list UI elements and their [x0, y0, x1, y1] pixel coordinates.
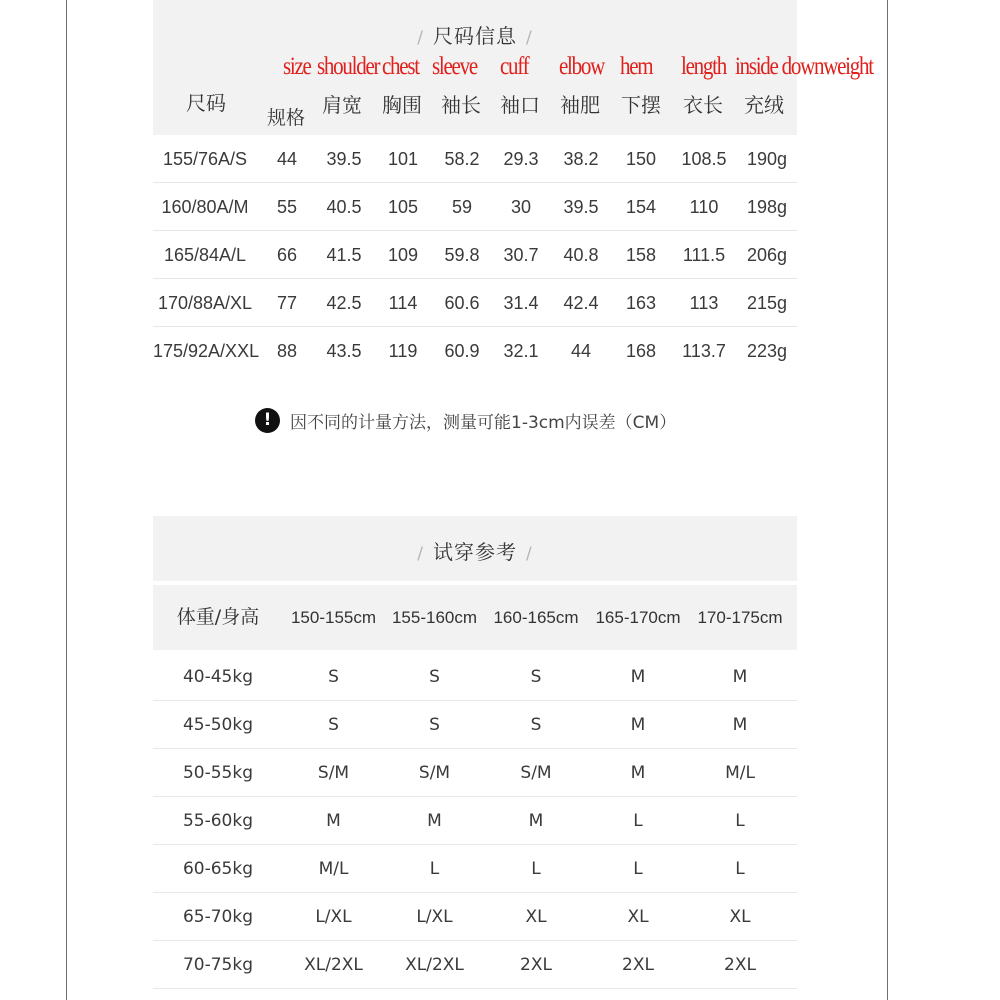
table-cell: 31.4	[503, 293, 539, 313]
table-cell: 40.5	[326, 197, 362, 217]
en-label-sleeve: sleeve	[432, 53, 477, 80]
table-cell: 109	[387, 245, 419, 265]
size-recommendation: M	[427, 811, 442, 831]
table-cell: 41.5	[326, 245, 362, 265]
table-row	[153, 231, 797, 279]
table-row	[153, 135, 797, 183]
table-cell: 66	[276, 245, 298, 265]
table-cell: 58.2	[444, 149, 480, 169]
header-chest: 胸围	[382, 93, 422, 117]
table-cell: 44	[570, 341, 592, 361]
size-recommendation: L	[735, 859, 745, 879]
header-down: 充绒	[744, 93, 784, 117]
size-recommendation: L	[633, 859, 643, 879]
table-row	[153, 893, 797, 941]
header-elbow: 袖肥	[560, 93, 600, 117]
size-recommendation: M	[630, 667, 646, 687]
exclamation-icon: !	[255, 408, 280, 433]
header-shoulder: 肩宽	[322, 93, 362, 117]
table-row	[153, 653, 797, 701]
size-recommendation: M	[528, 811, 544, 831]
table-cell: 113	[689, 293, 719, 313]
weight-label: 50-55kg	[182, 763, 254, 783]
table-row	[153, 797, 797, 845]
table-cell: 77	[276, 293, 298, 313]
table-cell: 44	[276, 149, 298, 169]
table-cell: 198g	[746, 197, 788, 217]
fit-title-band	[153, 516, 797, 581]
table-cell: 163	[625, 293, 657, 313]
header-cuff: 袖口	[500, 93, 540, 117]
table-cell: 165/84A/L	[163, 245, 247, 265]
fit-header-height: 160-165cm	[493, 608, 579, 627]
size-recommendation: M	[326, 811, 341, 831]
header-size: 尺码	[186, 91, 226, 115]
table-cell: 30.7	[503, 245, 539, 265]
size-recommendation: M/L	[725, 763, 755, 783]
size-recommendation: S/M	[418, 763, 451, 783]
size-recommendation: 2XL	[520, 955, 552, 975]
table-cell: 60.6	[444, 293, 480, 313]
size-recommendation: S	[530, 715, 542, 735]
size-recommendation: M	[732, 667, 748, 687]
en-label-length: length	[681, 53, 726, 80]
table-cell: 158	[625, 245, 657, 265]
table-cell: 30	[510, 197, 532, 217]
table-cell: 190g	[746, 149, 788, 169]
size-recommendation: M/L	[318, 859, 349, 879]
table-row	[153, 845, 797, 893]
table-cell: 155/76A/S	[162, 149, 248, 169]
table-cell: 150	[625, 149, 657, 169]
size-recommendation: XL/2XL	[304, 955, 363, 975]
table-row	[153, 701, 797, 749]
size-recommendation: S/M	[317, 763, 350, 783]
weight-label: 70-75kg	[182, 955, 254, 975]
table-cell: 29.3	[503, 149, 539, 169]
table-cell: 88	[276, 341, 298, 361]
size-recommendation: M	[732, 715, 748, 735]
size-recommendation: XL	[729, 907, 751, 927]
size-recommendation: S	[429, 667, 440, 687]
table-cell: 215g	[746, 293, 788, 313]
fit-header-height: 150-155cm	[290, 608, 377, 627]
fit-title-wrap: / 试穿参考 /	[417, 540, 533, 564]
frame-left-border	[66, 0, 67, 1000]
size-recommendation: 2XL	[724, 955, 756, 975]
table-row	[153, 183, 797, 231]
table-cell: 160/80A/M	[161, 197, 249, 217]
table-cell: 168	[625, 341, 657, 361]
table-cell: 59	[451, 197, 473, 217]
size-recommendation: L	[735, 811, 745, 831]
weight-label: 55-60kg	[182, 811, 254, 831]
weight-label: 65-70kg	[182, 907, 254, 927]
table-cell: 32.1	[503, 341, 539, 361]
weight-label: 45-50kg	[182, 715, 254, 735]
header-spec: 规格	[267, 107, 306, 129]
table-cell: 39.5	[563, 197, 599, 217]
en-label-elbow: elbow	[559, 53, 605, 80]
table-row	[153, 327, 797, 375]
table-row	[153, 279, 797, 327]
size-recommendation: XL	[525, 907, 547, 927]
weight-label: 60-65kg	[182, 859, 254, 879]
table-cell: 223g	[746, 341, 788, 361]
table-cell: 175/92A/XXL	[153, 341, 260, 361]
fit-reference-section	[153, 516, 797, 1000]
size-recommendation: XL	[627, 907, 649, 927]
header-hem: 下摆	[621, 93, 661, 117]
en-label-shoulder: shoulder	[317, 53, 380, 80]
en-label-inside-downweight: inside downweight	[735, 53, 873, 80]
fit-header-height: 165-170cm	[595, 608, 681, 627]
table-cell: 108.5	[681, 149, 727, 169]
table-cell: 119	[388, 341, 418, 361]
weight-label: 40-45kg	[182, 667, 254, 687]
size-recommendation: S	[328, 715, 339, 735]
table-cell: 42.5	[326, 293, 362, 313]
size-recommendation: S	[429, 715, 440, 735]
fit-header-height: 155-160cm	[391, 608, 478, 627]
table-cell: 60.9	[444, 341, 480, 361]
fit-header-weight-height: 体重/身高	[176, 606, 260, 628]
size-recommendation: M	[630, 715, 646, 735]
size-recommendation: M	[630, 763, 646, 783]
en-label-cuff: cuff	[500, 53, 529, 80]
en-label-hem: hem	[620, 53, 653, 80]
header-sleeve: 袖长	[441, 93, 481, 117]
size-recommendation: L/XL	[416, 907, 453, 927]
fit-header-height: 170-175cm	[697, 608, 783, 627]
table-cell: 38.2	[563, 149, 599, 169]
size-recommendation: L/XL	[315, 907, 352, 927]
table-cell: 114	[388, 293, 418, 313]
table-cell: 42.4	[563, 293, 599, 313]
measurement-note	[255, 406, 676, 434]
table-row	[153, 941, 797, 989]
table-row	[153, 749, 797, 797]
size-info-title-wrap: / 尺码信息 /	[417, 24, 533, 48]
en-label-chest: chest	[382, 53, 419, 80]
en-label-size: size	[283, 53, 311, 80]
fit-title: 试穿参考	[433, 540, 517, 564]
size-table-header	[153, 0, 873, 135]
frame-right-border	[887, 0, 888, 1000]
table-cell: 59.8	[444, 245, 480, 265]
table-cell: 170/88A/XL	[157, 293, 253, 313]
table-cell: 110	[689, 197, 719, 217]
table-cell: 40.8	[563, 245, 599, 265]
size-recommendation: XL/2XL	[405, 955, 464, 975]
size-recommendation: L	[531, 859, 541, 879]
size-recommendation: S	[530, 667, 542, 687]
size-recommendation: 2XL	[622, 955, 654, 975]
note-text: 因不同的计量方法，测量可能1-3cm内误差（CM）	[290, 412, 677, 433]
size-recommendation: S/M	[520, 763, 552, 783]
table-cell: 39.5	[326, 149, 362, 169]
table-cell: 111.5	[682, 245, 726, 265]
table-cell: 105	[387, 197, 419, 217]
size-recommendation: L	[633, 811, 643, 831]
table-cell: 43.5	[326, 341, 362, 361]
table-cell: 206g	[746, 245, 788, 265]
size-info-title: 尺码信息	[433, 24, 517, 48]
size-info-section	[153, 0, 873, 380]
table-cell: 154	[625, 197, 657, 217]
table-cell: 101	[387, 149, 419, 169]
fit-table-header	[153, 585, 797, 650]
header-length: 衣长	[683, 93, 723, 117]
table-cell: 55	[276, 197, 298, 217]
size-recommendation: S	[328, 667, 339, 687]
size-recommendation: L	[429, 859, 440, 879]
table-cell: 113.7	[682, 341, 726, 361]
